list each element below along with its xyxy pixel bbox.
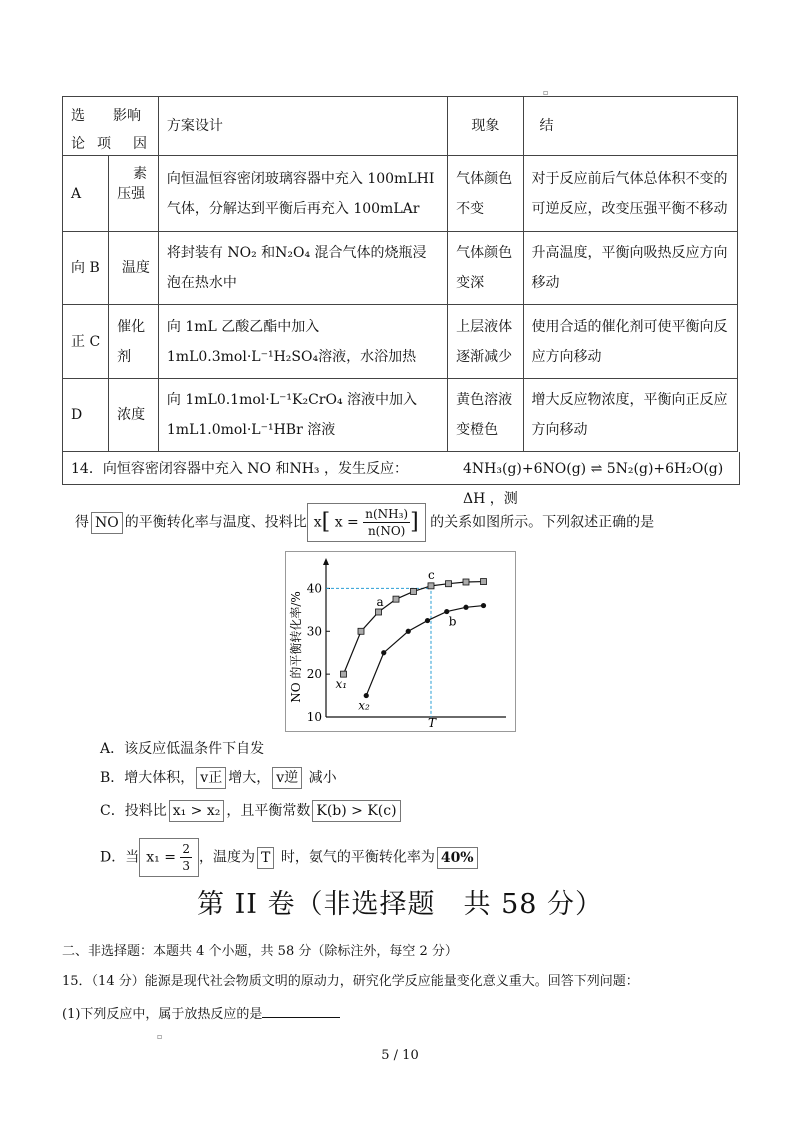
data-point-square	[411, 588, 417, 594]
row-option: A	[63, 156, 109, 232]
y-axis-arrow	[323, 558, 329, 565]
conversion-chart	[285, 551, 516, 732]
data-point-circle	[406, 629, 411, 634]
point-label-c: c	[428, 567, 435, 582]
table-row	[63, 305, 738, 379]
data-point-circle	[444, 609, 449, 614]
y-tick-label: 40	[306, 581, 322, 596]
header-text: 影响	[113, 108, 141, 124]
y-axis-label: NO 的平衡转化率/%	[289, 591, 303, 703]
paragraph-mark: ▫	[543, 88, 549, 97]
y-tick-label: 20	[306, 667, 322, 682]
table-header-row	[63, 97, 738, 156]
text-fragment: 增大，	[228, 770, 271, 786]
row-design: 将封装有 NO₂ 和N₂O₄ 混合气体的烧瓶浸泡在热水中	[158, 232, 447, 305]
data-point-circle	[481, 603, 486, 608]
row-option: D	[63, 379, 109, 452]
page-number: 5 / 10	[381, 1048, 419, 1063]
question-15: 15．（14 分）能源是现代社会物质文明的原动力，研究化学反应能量变化意义重大。回答下列问题：	[62, 974, 639, 989]
row-conclusion: 对于反应前后气体总体积不变的可逆反应，改变压强平衡不移动	[523, 156, 738, 232]
data-point-circle	[425, 618, 430, 623]
series-label: x₁	[335, 677, 348, 692]
row-factor: 浓度	[109, 379, 159, 452]
v-reverse-box: v逆	[272, 767, 302, 789]
point-label-b: b	[448, 614, 457, 629]
table-row	[63, 232, 738, 305]
chart-svg	[286, 552, 515, 731]
answer-blank[interactable]	[262, 1003, 340, 1018]
ratio-eq: x =	[334, 514, 359, 531]
text-fragment: C．投料比	[100, 803, 167, 819]
row-factor: 催化剂	[109, 305, 159, 379]
table-row	[63, 156, 738, 232]
data-point-square	[463, 579, 469, 585]
row-factor: 温度	[109, 232, 159, 305]
header-option-factor	[63, 97, 159, 182]
data-point-square	[376, 609, 382, 615]
data-point-circle	[381, 650, 386, 655]
question-15-part1	[62, 1003, 340, 1025]
choice-c	[100, 799, 403, 823]
data-point-square	[481, 579, 487, 585]
ratio-fraction	[363, 506, 410, 539]
text-fragment: ，且平衡常数	[226, 803, 311, 819]
fraction-denominator: n(NO)	[367, 524, 406, 538]
x1-fraction	[180, 841, 192, 874]
temperature-box: T	[257, 847, 274, 869]
fraction-numerator: n(NH₃)	[365, 507, 409, 521]
series-label: x₂	[358, 698, 370, 713]
text-fragment: 得	[75, 514, 89, 531]
ratio-compare-box: x₁ > x₂	[169, 800, 225, 822]
text-fragment: ，温度为	[199, 849, 256, 866]
data-point-circle	[364, 693, 369, 698]
row-design: 向恒温恒容密闭玻璃容器中充入 100mLHI 气体，分解达到平衡后再充入 100mLAr	[158, 156, 447, 232]
section-title: 第 II 卷（非选择题 共 58 分）	[196, 889, 604, 920]
question-14-text: 14．向恒容密闭容器中充入 NO 和NH₃ ，发生反应：	[71, 461, 408, 477]
data-point-circle	[463, 605, 468, 610]
row-phenomenon: 气体颜色变深	[448, 232, 523, 305]
point-label-a: a	[376, 595, 384, 609]
row-phenomenon: 黄色溶液变橙色	[448, 379, 523, 452]
paragraph-mark: ▫	[157, 1032, 163, 1041]
text-fragment: B．增大体积，	[100, 770, 195, 786]
row-design: 向 1mL 乙酸乙酯中加入 1mL0.3mol·L⁻¹H₂SO₄溶液，水浴加热	[158, 305, 447, 379]
section-note: 二、非选择题：本题共 4 个小题，共 58 分（除标注外，每空 2 分）	[62, 944, 458, 959]
data-point-square	[428, 583, 434, 589]
row-option: 向 B	[63, 232, 109, 305]
k-compare-box: K(b) > K(c)	[312, 800, 400, 822]
row-design: 向 1mL0.1mol·L⁻¹K₂CrO₄ 溶液中加入1mL1.0mol·L⁻¹HBr 溶液	[158, 379, 447, 452]
row-conclusion: 增大反应物浓度，平衡向正反应方向移动	[523, 379, 738, 452]
y-tick-label: 10	[306, 710, 322, 724]
header-design: 方案设计	[158, 97, 447, 156]
header-conclusion: 结	[523, 97, 738, 156]
text-fragment: D．当	[100, 849, 140, 866]
row-factor: 压强	[109, 156, 159, 232]
text-fragment: 时，氨气的平衡转化率为	[280, 849, 435, 866]
table-row	[63, 379, 738, 452]
ratio-formula-box: x[ x = $\frac{\text{n(NH₃)}}{n(NO)}$ ]	[307, 503, 426, 542]
row-phenomenon: 气体颜色不变	[448, 156, 523, 232]
x-marker-label: T	[428, 716, 437, 730]
row-phenomenon: 上层液体逐渐减少	[448, 305, 523, 379]
ratio-var: x	[313, 514, 322, 531]
x1-label: x₁ =	[146, 849, 176, 866]
text-fragment: (1)下列反应中，属于放热反应的是	[62, 1007, 263, 1022]
text-fragment: 减小	[308, 770, 337, 786]
choice-b	[100, 766, 337, 790]
percent-box: 40%	[437, 847, 478, 869]
row-conclusion: 使用合适的催化剂可使平衡向反应方向移动	[523, 305, 738, 379]
choice-d	[100, 838, 480, 877]
row-option: 正 C	[63, 305, 109, 379]
data-point-square	[393, 596, 399, 602]
question-14-line2	[75, 503, 654, 542]
question-14-stem	[62, 452, 740, 507]
text-fragment: 的关系如图所示。下列叙述正确的是	[430, 514, 655, 531]
y-tick-label: 30	[306, 624, 322, 639]
header-phenomenon: 现象	[448, 97, 523, 156]
data-point-square	[358, 628, 364, 634]
choice-a: A．该反应低温条件下自发	[100, 741, 265, 757]
no-formula-box: NO	[91, 512, 123, 534]
text-fragment: 的平衡转化率与温度、投料比	[124, 514, 307, 531]
header-text: 项	[97, 136, 111, 152]
header-text: 选	[71, 108, 85, 124]
row-conclusion: 升高温度，平衡向吸热反应方向移动	[523, 232, 738, 305]
v-forward-box: v正	[196, 767, 226, 789]
reaction-equation: 4NH₃(g)+6NO(g) ⇌ 5N₂(g)+6H₂O(g) ΔH ，测	[463, 461, 738, 507]
header-text: 因素	[133, 136, 147, 182]
header-text: 论	[71, 136, 85, 152]
experiment-table	[62, 96, 738, 452]
fraction-numerator: 2	[182, 842, 191, 856]
x1-value-box	[139, 838, 199, 877]
data-point-square	[446, 581, 452, 587]
fraction-denominator: 3	[182, 859, 191, 873]
